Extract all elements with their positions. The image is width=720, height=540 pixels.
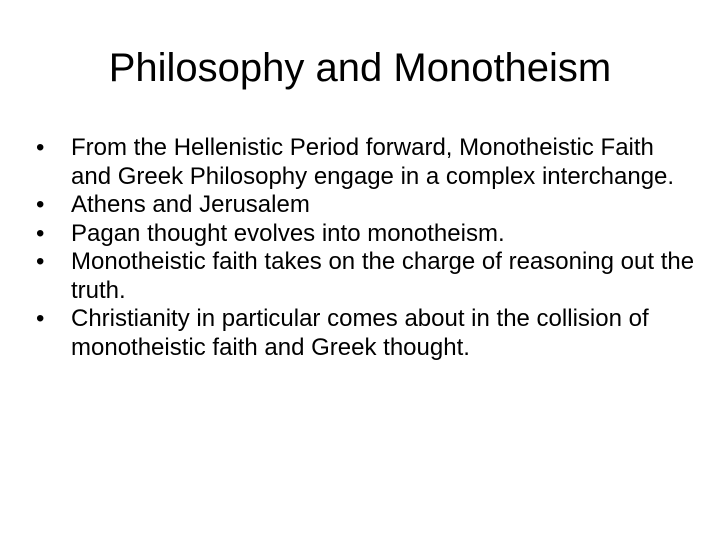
bullet-item <box>36 248 696 305</box>
bullet-icon: • <box>36 248 45 275</box>
bullet-icon: • <box>36 191 45 218</box>
bullet-text: Athens and Jerusalem <box>71 191 310 218</box>
bullet-item <box>36 191 696 220</box>
bullet-text: Monotheistic faith takes on the charge of reasoning out the truth. <box>71 248 695 304</box>
bullet-list <box>36 134 696 362</box>
bullet-text: Pagan thought evolves into monotheism. <box>71 219 505 247</box>
bullet-item <box>36 220 696 249</box>
bullet-text: From the Hellenistic Period forward, Monotheistic Faith and Greek Philosophy engage in a complex interchange. <box>71 134 675 190</box>
bullet-icon: • <box>36 219 45 247</box>
bullet-text: Christianity in particular comes about in the collision of monotheistic faith and Greek thought. <box>71 305 649 361</box>
bullet-icon: • <box>36 134 45 161</box>
bullet-item <box>36 134 696 191</box>
bullet-icon: • <box>36 305 45 332</box>
bullet-item <box>36 305 696 362</box>
slide-title: Philosophy and Monotheism <box>108 46 612 90</box>
